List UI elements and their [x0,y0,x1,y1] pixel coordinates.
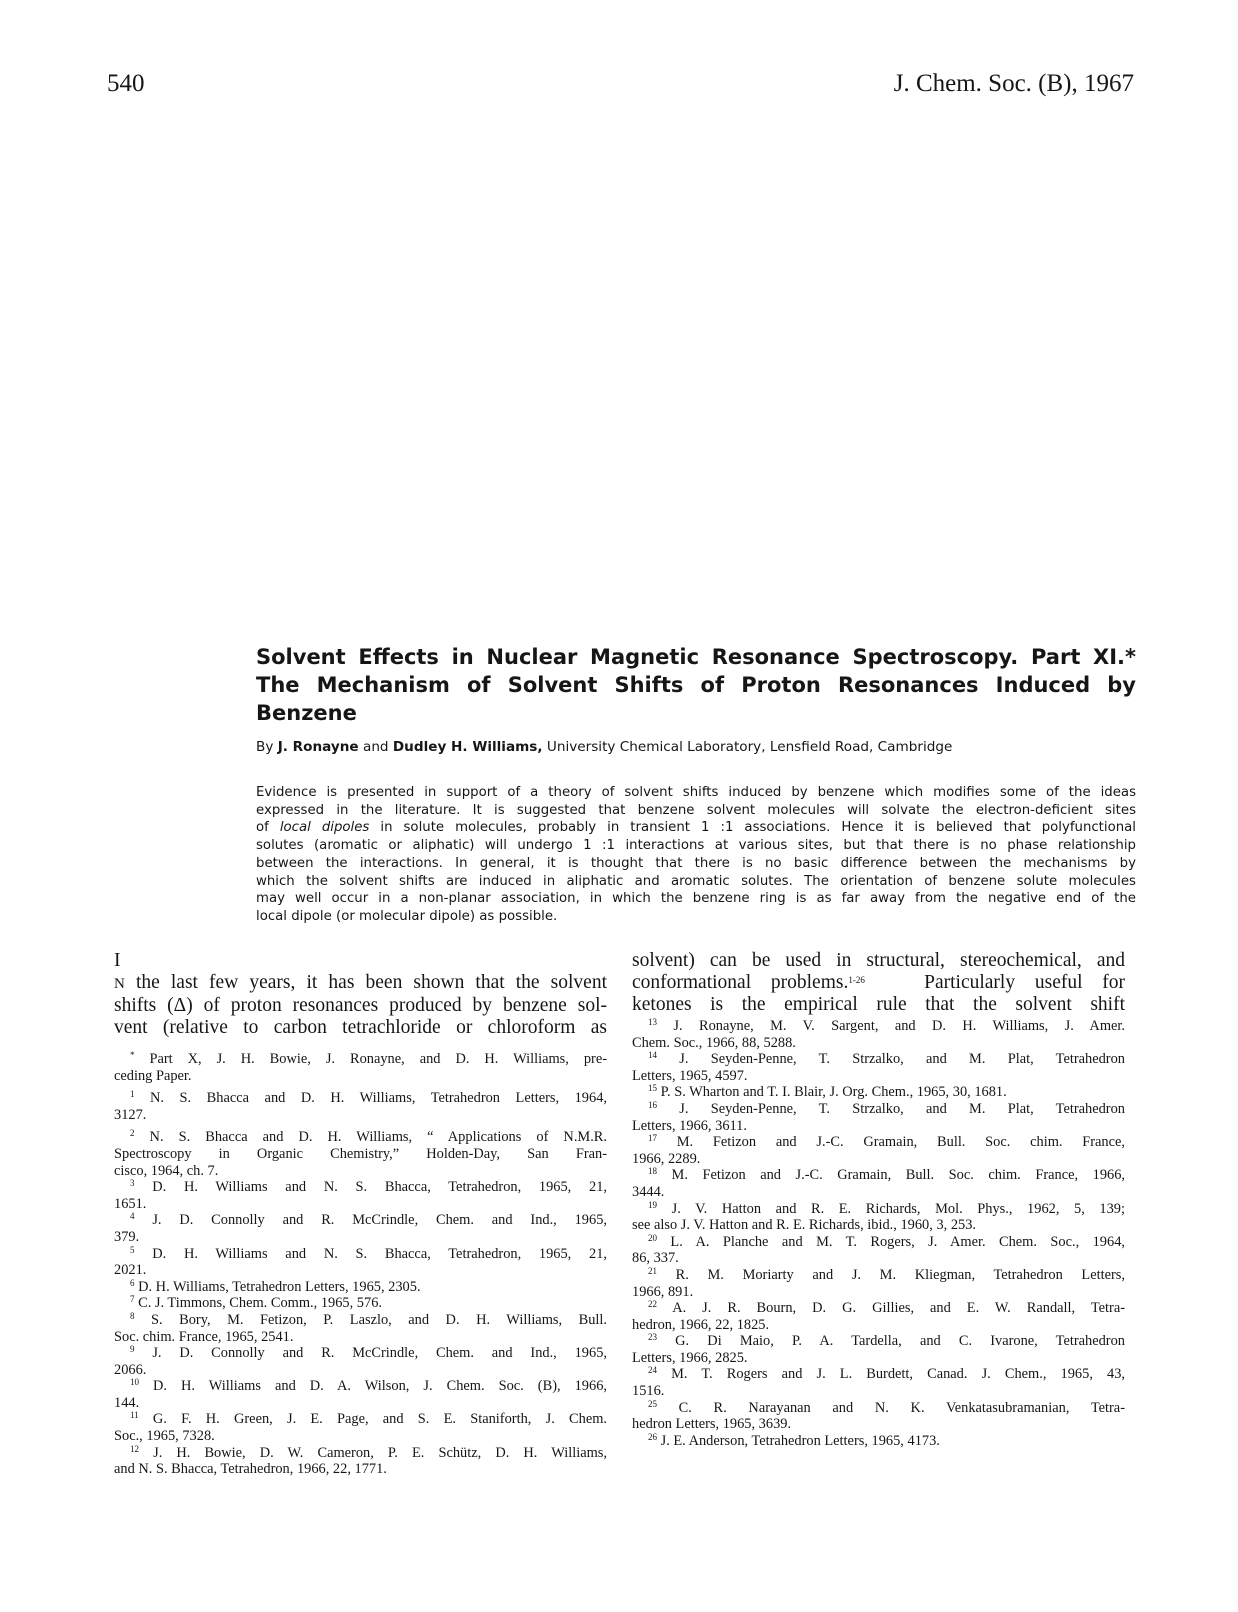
abstract-emphasis: local dipoles [279,820,370,836]
footnote-line: $^{15}$ P. S. Wharton and T. I. Blair, J. Org. Chem., 1965, 30, 1681. [648,1083,1007,1101]
footnote-line: $^{14}$ J. Seyden-Penne, T. Strzalko, and M. Plat, Tetrahedron [648,1050,1125,1068]
footnote-marker: 1 [130,1089,135,1100]
page-number: 540 [107,70,145,97]
footnote-marker: 18 [648,1166,657,1177]
footnote-line: hedron, 1966, 22, 1825. [632,1316,770,1333]
footnote-line: 1651. [114,1195,147,1212]
body-paragraph [114,950,607,1039]
footnote-marker: 6 [130,1277,135,1288]
abstract-line: local dipole (or molecular dipole) as possible. [256,908,558,924]
body-paragraph [632,950,1125,1016]
left-column [114,950,607,1478]
abstract-line: solutes (aromatic or aliphatic) will undergo 1 :1 interactions at various sites, but that there is no phase relationship [256,838,1136,854]
footnote-marker: * [130,1050,135,1060]
abstract-line: expressed in the literature. It is suggested that benzene solvent molecules will solvate the electron-deficient sites [256,802,1136,818]
abstract [256,784,1136,926]
byline-and: and [362,739,389,755]
footnote-line: $^{19}$ J. V. Hatton and R. E. Richards, Mol. Phys., 1962, 5, 139; [648,1199,1125,1217]
footnote-marker: 12 [130,1443,139,1454]
footnote-line: Soc. chim. France, 1965, 2541. [114,1328,294,1345]
body-line: ketones is the empirical rule that the solvent shift [632,994,1125,1015]
footnote-marker: 13 [648,1017,657,1027]
footnote-marker: 23 [648,1332,657,1343]
abstract-text: in solute molecules, probably in transient 1 :1 associations. Hence it is believed that polyfunctional [380,820,1136,836]
footnote-line: 144. [114,1394,140,1411]
footnote-marker: 11 [130,1410,139,1421]
footnote-marker: 19 [648,1199,657,1210]
footnote-line: ceding Paper. [114,1067,192,1084]
footnote-line: 1966, 2289. [632,1150,701,1167]
footnote-line: Letters, 1965, 4597. [632,1067,748,1084]
footnotes-left [114,1051,607,1478]
footnote-line: $^{12}$ J. H. Bowie, D. W. Cameron, P. E. Schütz, D. H. Williams, [130,1443,607,1461]
abstract-line: which the solvent shifts are induced in aliphatic and aromatic solutes. The orientation of benzene solute molecules [256,873,1136,889]
footnote-line: Chem. Soc., 1966, 88, 5288. [632,1034,796,1051]
footnote-marker: 16 [648,1099,657,1110]
journal-header: J. Chem. Soc. (B), 1967 [893,70,1134,97]
byline-by: By [256,739,274,755]
footnote-line: Soc., 1965, 7328. [114,1428,215,1445]
footnote-line: $^{11}$ G. F. H. Green, J. E. Page, and S. E. Staniforth, J. Chem. [130,1410,607,1428]
abstract-line: may well occur in a non-planar association, in which the benzene ring is as far away from the negative end of the [256,891,1136,907]
footnote-marker: 9 [130,1344,135,1355]
byline [256,739,952,755]
footnote-line: and N. S. Bhacca, Tetrahedron, 1966, 22, 1771. [114,1461,387,1478]
body-line: shifts (Δ) of proton resonances produced by benzene sol- [114,995,607,1016]
footnote-line: $^4$ J. D. Connolly and R. McCrindle, Chem. and Ind., 1965, [130,1211,607,1229]
footnote-line: $^5$ D. H. Williams and N. S. Bhacca, Tetrahedron, 1965, 21, [130,1244,607,1262]
footnote-line: hedron Letters, 1965, 3639. [632,1416,792,1433]
abstract-text: of [256,820,269,836]
footnote-marker: 10 [130,1377,139,1388]
footnote-line: $^{26}$ J. E. Anderson, Tetrahedron Letters, 1965, 4173. [648,1431,940,1449]
footnote-line: see also J. V. Hatton and R. E. Richards, ibid., 1960, 3, 253. [632,1217,977,1234]
body-line [114,950,607,995]
footnote-line: $^{23}$ G. Di Maio, P. A. Tardella, and C. Ivarone, Tetrahedron [648,1332,1125,1350]
footnote-marker: 20 [648,1232,657,1243]
footnote-marker: 3 [130,1178,135,1189]
body-line: solvent) can be used in structural, stereochemical, and [632,950,1125,971]
footnote-marker: 8 [130,1310,135,1321]
footnote-line: $^{21}$ R. M. Moriarty and J. M. Kliegman, Tetrahedron Letters, [648,1265,1125,1283]
footnote-line: $^{25}$ C. R. Narayanan and N. K. Venkatasubramanian, Tetra- [648,1398,1125,1416]
body-text: the last few years, it has been shown that the solvent [135,972,608,993]
footnote-line: $^{13}$ J. Ronayne, M. V. Sargent, and D. H. Williams, J. Amer. [648,1017,1125,1034]
footnote-line: $^2$ N. S. Bhacca and D. H. Williams, “ Applications of N.M.R. [130,1128,607,1146]
footnote-line: $^1$ N. S. Bhacca and D. H. Williams, Tetrahedron Letters, 1964, [130,1089,607,1107]
footnote-marker: 4 [130,1211,135,1222]
footnote-line: * Part X, J. H. Bowie, J. Ronayne, and D. H. Williams, pre- [130,1050,607,1067]
footnote-line: $^{22}$ A. J. R. Bourn, D. G. Gillies, and E. W. Randall, Tetra- [648,1299,1125,1317]
body-line: vent (relative to carbon tetrachloride or chloroform as [114,1017,607,1038]
author-name: J. Ronayne [277,739,359,755]
abstract-line [256,819,1136,837]
footnote-line: 3444. [632,1183,665,1200]
footnote-line: cisco, 1964, ch. 7. [114,1162,219,1179]
title-line: The Mechanism of Solvent Shifts of Proton Resonances Induced by [256,673,1136,697]
drop-cap: I N [114,950,125,992]
footnote-line: 2021. [114,1262,147,1279]
footnote-line: 86, 337. [632,1250,679,1267]
footnote-marker: 15 [648,1083,657,1094]
footnote-line: 1516. [632,1383,665,1400]
footnote-line: 1966, 891. [632,1283,694,1300]
footnote-line: Letters, 1966, 2825. [632,1349,748,1366]
title-line: Solvent Effects in Nuclear Magnetic Resonance Spectroscopy. Part XI.* [256,645,1136,669]
footnote-line: $^6$ D. H. Williams, Tetrahedron Letters, 1965, 2305. [130,1277,421,1295]
footnote-marker: 22 [648,1299,657,1310]
footnote-line: $^{17}$ M. Fetizon and J.-C. Gramain, Bull. Soc. chim. France, [648,1133,1125,1151]
footnote-line: 379. [114,1228,140,1245]
title-line: Benzene [256,701,357,725]
footnote-line: Spectroscopy in Organic Chemistry,” Holden-Day, San Fran- [114,1145,607,1162]
footnote-line: $^3$ D. H. Williams and N. S. Bhacca, Tetrahedron, 1965, 21, [130,1178,607,1196]
footnote-line: $^9$ J. D. Connolly and R. McCrindle, Chem. and Ind., 1965, [130,1344,607,1362]
footnotes-right [632,1018,1125,1449]
footnote-line: Letters, 1966, 3611. [632,1117,747,1134]
footnote-line: $^{10}$ D. H. Williams and D. A. Wilson, J. Chem. Soc. (B), 1966, [130,1377,607,1395]
footnote-marker: 24 [648,1365,657,1376]
author-name: Dudley H. Williams, [392,739,543,755]
reference-marker: 1-26 [848,975,865,985]
affiliation: University Chemical Laboratory, Lensfield Road, Cambridge [546,739,953,755]
footnote-line: 2066. [114,1361,147,1378]
footnote-marker: 14 [648,1050,657,1061]
footnote-line: 3127. [114,1106,147,1123]
right-column [632,950,1125,1449]
footnote-line: $^{20}$ L. A. Planche and M. T. Rogers, J. Amer. Chem. Soc., 1964, [648,1232,1125,1250]
footnote-line: $^{16}$ J. Seyden-Penne, T. Strzalko, and M. Plat, Tetrahedron [648,1099,1125,1117]
footnote-marker: 21 [648,1265,657,1276]
footnote-line: $^{18}$ M. Fetizon and J.-C. Gramain, Bull. Soc. chim. France, 1966, [648,1166,1125,1184]
footnote-marker: 5 [130,1244,135,1255]
body-line: conformational problems.$^{1-26}$ Particularly useful for [632,972,1126,993]
abstract-line: between the interactions. In general, it is thought that there is no basic difference between the mechanisms by [256,855,1136,871]
footnote-marker: 25 [648,1398,657,1409]
footnote-line: $^{24}$ M. T. Rogers and J. L. Burdett, Canad. J. Chem., 1965, 43, [648,1365,1125,1383]
footnote-line: $^7$ C. J. Timmons, Chem. Comm., 1965, 576. [130,1294,382,1312]
footnote-marker: 17 [648,1133,657,1144]
footnote-marker: 26 [648,1431,657,1442]
footnote-marker: 2 [130,1128,135,1139]
footnote-line: $^8$ S. Bory, M. Fetizon, P. Laszlo, and D. H. Williams, Bull. [130,1310,607,1328]
footnote-marker: 7 [130,1294,135,1305]
abstract-line: Evidence is presented in support of a theory of solvent shifts induced by benzene which modifies some of the ideas [256,785,1136,800]
article-title [256,643,1136,727]
